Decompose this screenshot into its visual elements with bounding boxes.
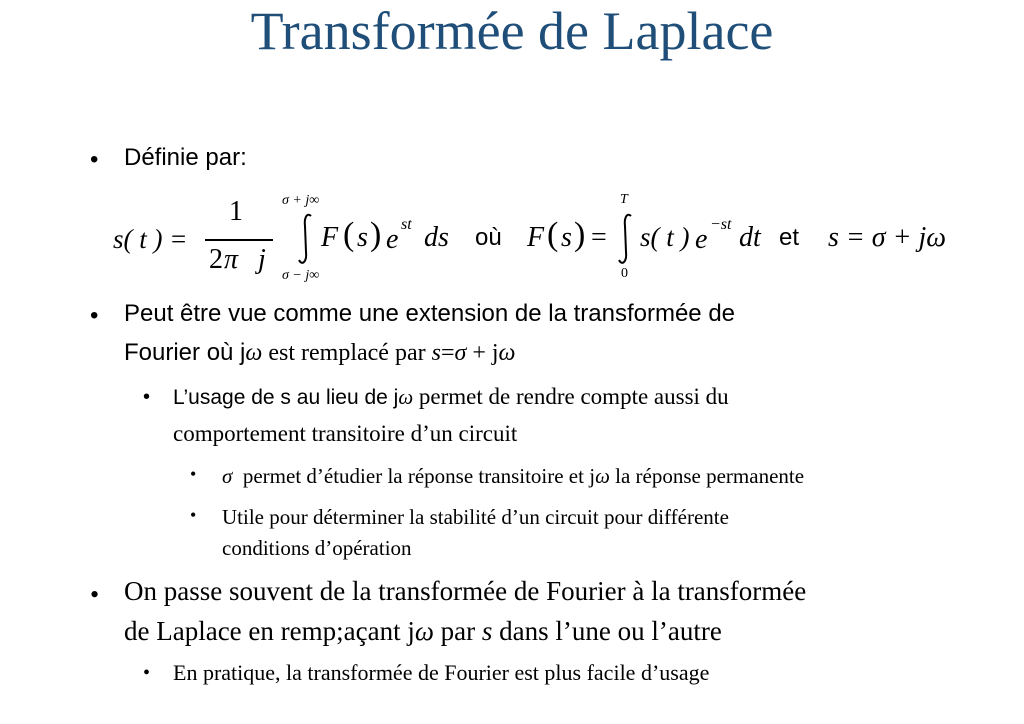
eq2-lhs-F: F [527, 222, 545, 253]
eq1-fraction-bar [205, 239, 273, 241]
eq2-upper-limit: T [620, 192, 628, 207]
bullet-dot: • [90, 302, 99, 329]
eq1-den-j: j [258, 244, 266, 275]
sub-bullet-dot: • [143, 662, 151, 684]
eq2-equals: = [591, 222, 607, 253]
eq1-lhs: s( t ) = [113, 224, 188, 254]
sub-bullet-dot: • [143, 386, 151, 408]
eq1-integral-icon [295, 212, 317, 266]
eq2-lower-limit: 0 [621, 266, 628, 281]
ou-label: où [475, 224, 502, 251]
sub-sub-bullet-sigma-text: σ permet d’étudier la réponse transitoire et jω la réponse permanente [222, 464, 805, 488]
sub-bullet-usage-line2: comportement transitoire d’un circuit [173, 421, 518, 446]
sub-sub-bullet-dot: • [190, 464, 197, 484]
eq2-exp-base: e [695, 224, 708, 255]
bullet-passage-line2: de Laplace en remp;açant jω par s dans l’une ou l’autre [124, 616, 722, 646]
sub-sub-bullet-stability-line2: conditions d’opération [222, 536, 412, 560]
sub-sub-bullet-stability-line1: Utile pour déterminer la stabilité d’un circuit pour différente [222, 505, 729, 529]
et-label: et [779, 224, 800, 251]
eq2-exp-sup: −st [710, 216, 732, 233]
bullet-dot: • [90, 580, 100, 609]
eq1-integrand-F: F [321, 222, 339, 253]
sub-sub-bullet-dot: • [190, 505, 197, 525]
bullet-dot: • [90, 146, 99, 173]
eq1-numerator: 1 [229, 196, 243, 227]
eq2-integral-icon [615, 212, 637, 266]
equation-s-sigma-jomega: s = σ + jω [828, 222, 947, 253]
eq1-den-two: 2 [209, 244, 223, 275]
eq2-lhs-s: s [561, 222, 572, 253]
eq1-paren-open: ( [343, 216, 355, 253]
bullet-extension-line2: Fourier où jω est remplacé par s=σ + jω [124, 339, 516, 366]
eq2-paren-close: ) [574, 216, 586, 253]
eq2-paren-open: ( [547, 216, 559, 253]
eq2-integrand: s( t ) [640, 222, 690, 252]
bullet-extension-line1: Peut être vue comme une extension de la transformée de [124, 300, 736, 327]
eq2-differential: dt [739, 222, 761, 253]
eq1-var-s: s [357, 222, 368, 253]
eq1-den-pi: π [224, 244, 239, 275]
eq1-exp-base: e [386, 224, 399, 255]
eq1-paren-close: ) [370, 216, 382, 253]
eq1-differential: ds [424, 222, 449, 253]
eq1-upper-limit: σ + j∞ [282, 193, 320, 208]
eq1-exp-sup: st [401, 216, 412, 233]
sub-bullet-usage-line1: L’usage de s au lieu de jω permet de rendre compte aussi du [173, 384, 729, 409]
eq1-lower-limit: σ − j∞ [282, 268, 320, 283]
bullet-passage-line1: On passe souvent de la transformée de Fourier à la transformée [124, 576, 807, 606]
bullet-definie-text: Définie par: [124, 144, 247, 171]
slide-title: Transformée de Laplace [250, 1, 774, 61]
sub-bullet-pratique-text: En pratique, la transformée de Fourier est plus facile d’usage [173, 660, 710, 685]
